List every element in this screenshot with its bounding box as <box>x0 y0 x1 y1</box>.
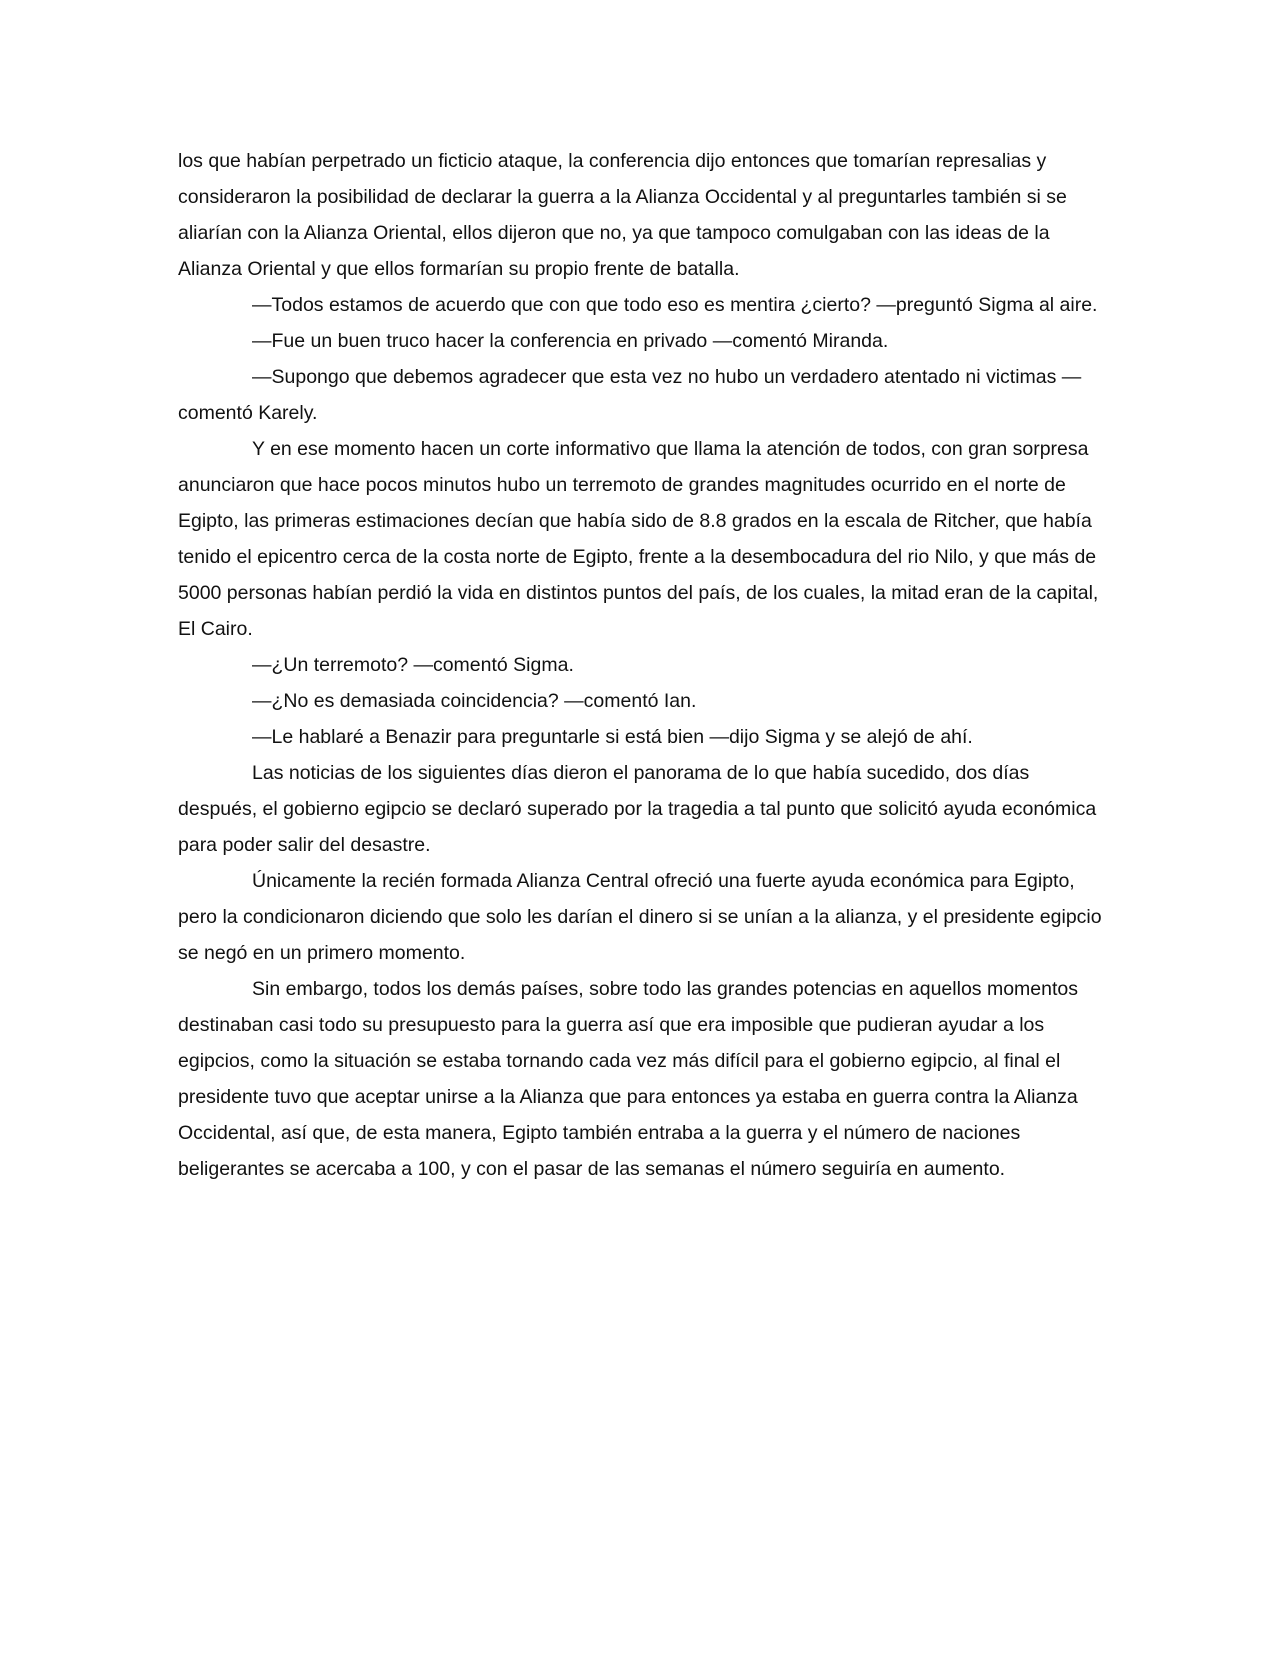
dialogue-sigma-mentira: —Todos estamos de acuerdo que con que todo eso es mentira ¿cierto? —preguntó Sigma al aire. <box>252 294 1098 316</box>
dialogue-sigma-benazir: —Le hablaré a Benazir para preguntarle si está bien —dijo Sigma y se alejó de ahí. <box>252 726 973 748</box>
dialogue-karely: —Supongo que debemos agradecer que esta vez no hubo un verdadero atentado ni victimas —comentó Karely. <box>178 366 1082 424</box>
paragraph-noticias: Las noticias de los siguientes días dieron el panorama de lo que había sucedido, dos días después, el gobierno egipcio se declaró superado por la tragedia a tal punto que solicitó ayuda económica para poder salir del desastre. <box>178 762 1097 856</box>
dialogue-miranda: —Fue un buen truco hacer la conferencia en privado —comentó Miranda. <box>252 330 889 352</box>
paragraph-terremoto: Y en ese momento hacen un corte informativo que llama la atención de todos, con gran sorpresa anunciaron que hace pocos minutos hubo un terremoto de grandes magnitudes ocurrido en el norte de Egipto, las primeras estimaciones decían que había sido de 8.8 grados en la escala de Ritcher, que había tenido el epicentro cerca de la costa norte de Egipto, frente a la desembocadura del rio Nilo, y que más de 5000 personas habían perdió la vida en distintos puntos del país, de los cuales, la mitad eran de la capital, El Cairo. <box>178 438 1099 640</box>
dialogue-ian: —¿No es demasiada coincidencia? —comentó Ian. <box>252 690 697 712</box>
paragraph-continuation: los que habían perpetrado un ficticio ataque, la conferencia dijo entonces que tomarían represalias y consideraron la posibilidad de declarar la guerra a la Alianza Occidental y al preguntarles también si se aliarían con la Alianza Oriental, ellos dijeron que no, ya que tampoco comulgaban con las ideas de la Alianza Oriental y que ellos formarían su propio frente de batalla. <box>178 150 1067 280</box>
paragraph-alianza-central: Únicamente la recién formada Alianza Central ofreció una fuerte ayuda económica para Egipto, pero la condicionaron diciendo que solo les darían el dinero si se unían a la alianza, y el presidente egipcio se negó en un primero momento. <box>178 870 1102 964</box>
dialogue-sigma-terremoto: —¿Un terremoto? —comentó Sigma. <box>252 654 574 676</box>
paragraph-sin-embargo: Sin embargo, todos los demás países, sobre todo las grandes potencias en aquellos momentos destinaban casi todo su presupuesto para la guerra así que era imposible que pudieran ayudar a los egipcios, como la situación se estaba tornando cada vez más difícil para el gobierno egipcio, al final el presidente tuvo que aceptar unirse a la Alianza que para entonces ya estaba en guerra contra la Alianza Occidental, así que, de esta manera, Egipto también entraba a la guerra y el número de naciones beligerantes se acercaba a 100, y con el pasar de las semanas el número seguiría en aumento. <box>178 978 1078 1180</box>
body-text <box>178 143 1102 1187</box>
